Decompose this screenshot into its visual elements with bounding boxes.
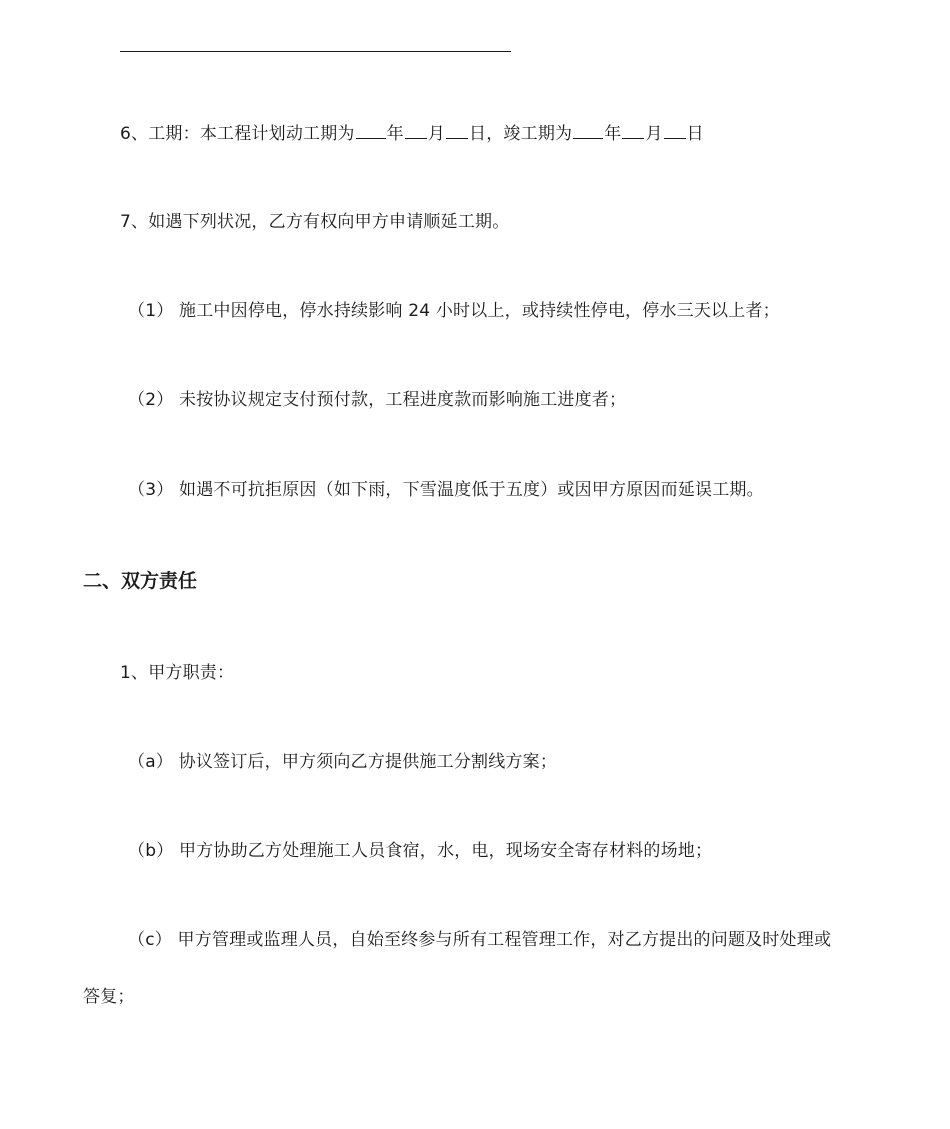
end-year-blank[interactable] [573, 122, 603, 139]
duty-b: （b） 甲方协助乙方处理施工人员食宿，水，电，现场安全寄存材料的场地； [128, 841, 713, 861]
duty-c-line-1: （c） 甲方管理或监理人员，自始至终参与所有工程管理工作，对乙方提出的问题及时处理或 [128, 930, 832, 950]
extension-item-3: （3） 如遇不可抗拒原因（如下雨，下雪温度低于五度）或因甲方原因而延误工期。 [128, 480, 764, 500]
day-label-completion: 日，竣工期为 [469, 124, 573, 144]
end-month-blank[interactable] [622, 122, 644, 139]
extension-item-2: （2） 未按协议规定支付预付款，工程进度款而影响施工进度者； [128, 390, 627, 410]
start-day-blank[interactable] [446, 122, 468, 139]
party-a-duties-title: 1、甲方职责： [120, 663, 235, 683]
term-6-prefix: 6、工期：本工程计划动工期为 [120, 124, 355, 144]
term-7-extension: 7、如遇下列状况，乙方有权向甲方申请顺延工期。 [120, 212, 510, 232]
start-year-blank[interactable] [356, 122, 386, 139]
year-label-2: 年 [604, 124, 622, 144]
top-underline [120, 51, 511, 52]
section-heading-responsibilities: 二、双方责任 [83, 570, 198, 592]
duty-c-line-2: 答复； [83, 987, 135, 1007]
term-6-schedule [120, 122, 704, 145]
year-label: 年 [386, 124, 404, 144]
duty-a: （a） 协议签订后，甲方须向乙方提供施工分割线方案； [128, 752, 558, 772]
day-label-2: 日 [686, 124, 704, 144]
start-month-blank[interactable] [405, 122, 427, 139]
extension-item-1: （1） 施工中因停电，停水持续影响 24 小时以上，或持续性停电，停水三天以上者； [128, 301, 780, 321]
end-day-blank[interactable] [664, 122, 686, 139]
month-label: 月 [427, 124, 446, 144]
month-label-2: 月 [645, 124, 663, 144]
